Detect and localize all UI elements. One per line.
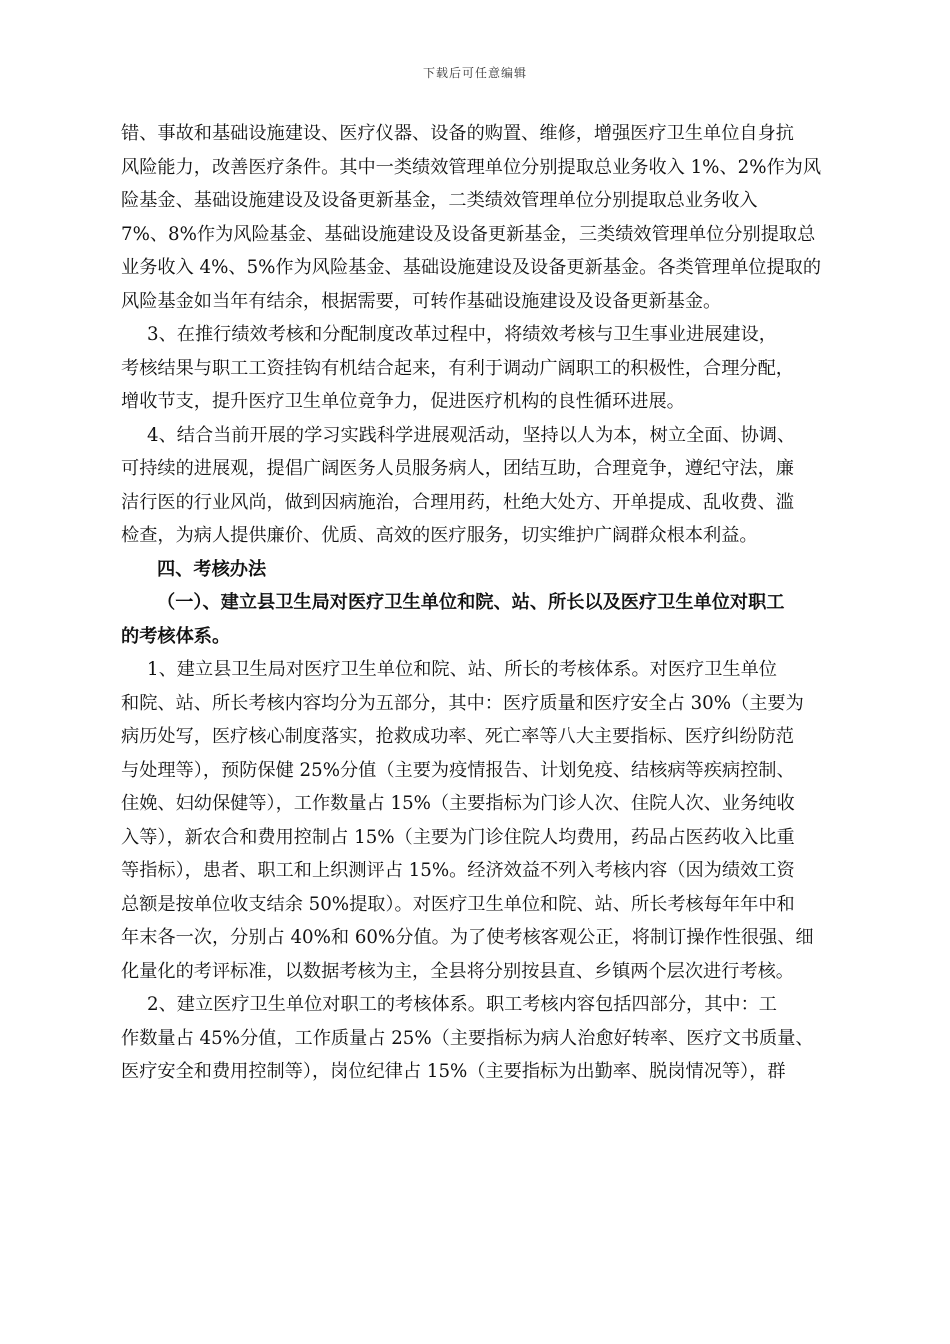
text-line: 险基金、基础设施建设及设备更新基金，二类绩效管理单位分别提取总业务收入: [121, 190, 758, 211]
text-line: 医疗安全和费用控制等），岗位纪律占 15%（主要指标为出勤率、脱岗情况等），群: [121, 1061, 786, 1082]
text-line: 增收节支，提升医疗卫生单位竟争力，促进医疗机构的良性循环进展。: [121, 391, 685, 412]
text-line: 入等），新农合和费用控制占 15%（主要为门诊住院人均费用，药品占医药收入比重: [121, 826, 795, 848]
text-line: 风险基金如当年有结余，根据需要，可转作基础设施建设及设备更新基金。: [121, 290, 722, 312]
text-line: 检查，为病人提供廉价、优质、高效的医疗服务，切实维护广阔群众根本利益。: [121, 525, 758, 546]
text-line: 病历处写，医疗核心制度落实，抢救成功率、死亡率等八大主要指标、医疗纠纷防范: [121, 726, 794, 747]
text-line: 作数量占 45%分值，工作质量占 25%（主要指标为病人治愈好转率、医疗文书质量、: [121, 1027, 814, 1049]
text-line: 年末各一次，分别占 40%和 60%分值。为了使考核客观公正，将制订操作性很强、细: [121, 927, 814, 948]
text-line: 风险能力，改善医疗条件。其中一类绩效管理单位分别提取总业务收入 1%、2%作为风: [121, 156, 822, 178]
text-line: 化量化的考评标准，以数据考核为主，全县将分别按县直、乡镇两个层次进行考核。: [121, 960, 794, 982]
paragraph-start-line: 2、建立医疗卫生单位对职工的考核体系。职工考核内容包括四部分，其中：工: [147, 994, 777, 1015]
paragraph-start-line: 3、在推行绩效考核和分配制度改革过程中，将绩效考核与卫生事业进展建设，: [147, 324, 777, 345]
text-line: 7%、8%作为风险基金、基础设施建设及设备更新基金，三类绩效管理单位分别提取总: [121, 223, 816, 245]
text-line: 洁行医的行业风尚，做到因病施治，合理用药，杜绝大处方、开单提成、乱收费、滥: [121, 491, 794, 513]
subsection-heading: （一）、建立县卫生局对医疗卫生单位和院、站、所长以及医疗卫生单位对职工: [157, 592, 785, 613]
document-body: [121, 117, 833, 1089]
text-line: 和院、站、所长考核内容均分为五部分，其中：医疗质量和医疗安全占 30%（主要为: [121, 692, 804, 714]
text-line: 业务收入 4%、5%作为风险基金、基础设施建设及设备更新基金。各类管理单位提取的: [121, 257, 822, 278]
text-line: 总额是按单位收支结余 50%提取）。对医疗卫生单位和院、站、所长考核每年年中和: [121, 893, 795, 915]
page-header-note: 下载后可任意编辑: [422, 66, 527, 80]
text-line: 住娩、妇幼保健等），工作数量占 15%（主要指标为门诊人次、住院人次、业务纯收: [121, 793, 795, 814]
text-line: 等指标），患者、职工和上织测评占 15%。经济效益不列入考核内容（因为绩效工资: [121, 860, 795, 881]
text-line: 考核结果与职工工资挂钩有机结合起来，有利于调动广阔职工的积极性，合理分配，: [121, 357, 794, 379]
section-heading: 四、考核办法: [157, 558, 267, 580]
text-line: 可持续的进展观，提倡广阔医务人员服务病人，团结互助，合理竟争，遵纪守法，廉: [121, 458, 794, 479]
paragraph-start-line: 1、建立县卫生局对医疗卫生单位和院、站、所长的考核体系。对医疗卫生单位: [147, 659, 777, 680]
paragraph-start-line: 4、结合当前开展的学习实践科学进展观活动，坚持以人为本，树立全面、协调、: [147, 424, 796, 446]
text-line: 错、事故和基础设施建设、医疗仪器、设备的购置、维修，增强医疗卫生单位自身抗: [121, 123, 794, 144]
subsection-heading-continued: 的考核体系。: [121, 625, 231, 647]
text-line: 与处理等），预防保健 25%分值（主要为疫情报告、计划免疫、结核病等疾病控制、: [121, 759, 795, 781]
